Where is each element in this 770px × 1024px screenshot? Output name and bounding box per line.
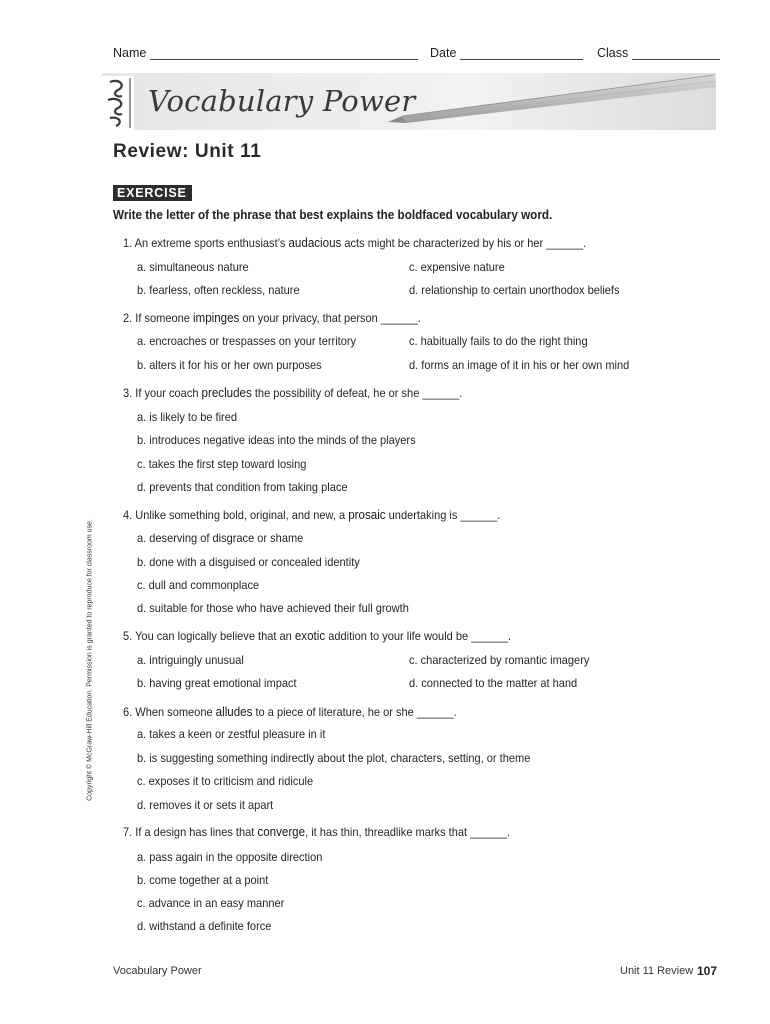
question-4-option-c: c. dull and commonplace bbox=[137, 578, 260, 592]
question-7-option-c: c. advance in an easy manner bbox=[137, 896, 285, 910]
question-4-option-b: b. done with a disguised or concealed identity bbox=[137, 555, 360, 569]
question-4-option-d: d. suitable for those who have achieved their full growth bbox=[137, 601, 409, 615]
question-1-option-d: d. relationship to certain unorthodox beliefs bbox=[409, 283, 620, 297]
question-6-option-c: c. exposes it to criticism and ridicule bbox=[137, 774, 314, 788]
question-1: 1. An extreme sports enthusiast’s audacious acts might be characterized by his or her ______. bbox=[123, 236, 587, 250]
class-field[interactable] bbox=[597, 46, 720, 60]
class-line bbox=[632, 47, 720, 60]
vocab-term: converge bbox=[257, 825, 306, 839]
question-6-option-d: d. removes it or sets it apart bbox=[137, 798, 274, 812]
question-1-option-a: a. simultaneous nature bbox=[137, 260, 249, 274]
vocab-term: exotic bbox=[294, 629, 326, 643]
vocab-term: prosaic bbox=[348, 508, 386, 522]
question-6: 6. When someone alludes to a piece of literature, he or she ______. bbox=[123, 705, 457, 719]
question-3: 3. If your coach precludes the possibility of defeat, he or she ______. bbox=[123, 386, 463, 400]
question-2-option-d: d. forms an image of it in his or her own mind bbox=[409, 358, 630, 372]
name-label: Name bbox=[113, 46, 147, 60]
ornament-icon bbox=[102, 76, 134, 130]
page-title: Review: Unit 11 bbox=[113, 141, 262, 162]
question-7-option-a: a. pass again in the opposite direction bbox=[137, 850, 323, 864]
class-label: Class bbox=[597, 46, 629, 60]
question-7-option-d: d. withstand a definite force bbox=[137, 919, 272, 933]
copyright-notice: Copyright © McGraw-Hill Education. Permission is granted to reproduce for classroom use. bbox=[86, 519, 94, 801]
name-field[interactable] bbox=[113, 46, 418, 60]
question-2-option-a: a. encroaches or trespasses on your territory bbox=[137, 334, 357, 348]
vocab-term: audacious bbox=[288, 236, 342, 250]
page-number: 107 bbox=[697, 964, 718, 978]
date-label: Date bbox=[430, 46, 457, 60]
vocab-term: precludes bbox=[201, 386, 252, 400]
footer-title: Vocabulary Power bbox=[113, 965, 202, 977]
question-1-option-b: b. fearless, often reckless, nature bbox=[137, 283, 300, 297]
question-3-option-b: b. introduces negative ideas into the minds of the players bbox=[137, 433, 416, 447]
question-3-option-a: a. is likely to be fired bbox=[137, 410, 238, 424]
question-3-option-c: c. takes the first step toward losing bbox=[137, 457, 307, 471]
question-6-option-a: a. takes a keen or zestful pleasure in it bbox=[137, 727, 326, 741]
vocab-term: alludes bbox=[215, 705, 253, 719]
date-line bbox=[460, 47, 583, 60]
question-1-option-c: c. expensive nature bbox=[409, 260, 505, 274]
instructions: Write the letter of the phrase that best explains the boldfaced vocabulary word. bbox=[113, 207, 553, 222]
question-5-option-c: c. characterized by romantic imagery bbox=[409, 653, 590, 667]
question-6-option-b: b. is suggesting something indirectly about the plot, characters, setting, or theme bbox=[137, 751, 531, 765]
question-5-option-d: d. connected to the matter at hand bbox=[409, 676, 578, 690]
question-2-option-c: c. habitually fails to do the right thing bbox=[409, 334, 588, 348]
exercise-badge: EXERCISE bbox=[113, 185, 192, 201]
question-5-option-a: a. intriguingly unusual bbox=[137, 653, 244, 667]
question-2: 2. If someone impinges on your privacy, that person ______. bbox=[123, 311, 421, 325]
banner-title: Vocabulary Power bbox=[148, 84, 416, 118]
vocab-term: impinges bbox=[192, 311, 240, 325]
question-7: 7. If a design has lines that converge, it has thin, threadlike marks that ______. bbox=[123, 825, 511, 839]
question-7-option-b: b. come together at a point bbox=[137, 873, 269, 887]
question-3-option-d: d. prevents that condition from taking place bbox=[137, 480, 348, 494]
date-field[interactable] bbox=[430, 46, 583, 60]
name-line bbox=[150, 47, 418, 60]
question-4-option-a: a. deserving of disgrace or shame bbox=[137, 531, 304, 545]
question-4: 4. Unlike something bold, original, and new, a prosaic undertaking is ______. bbox=[123, 508, 501, 522]
question-2-option-b: b. alters it for his or her own purposes bbox=[137, 358, 322, 372]
footer-section: Unit 11 Review bbox=[620, 965, 694, 977]
question-5: 5. You can logically believe that an exotic addition to your life would be ______. bbox=[123, 629, 512, 643]
question-5-option-b: b. having great emotional impact bbox=[137, 676, 297, 690]
